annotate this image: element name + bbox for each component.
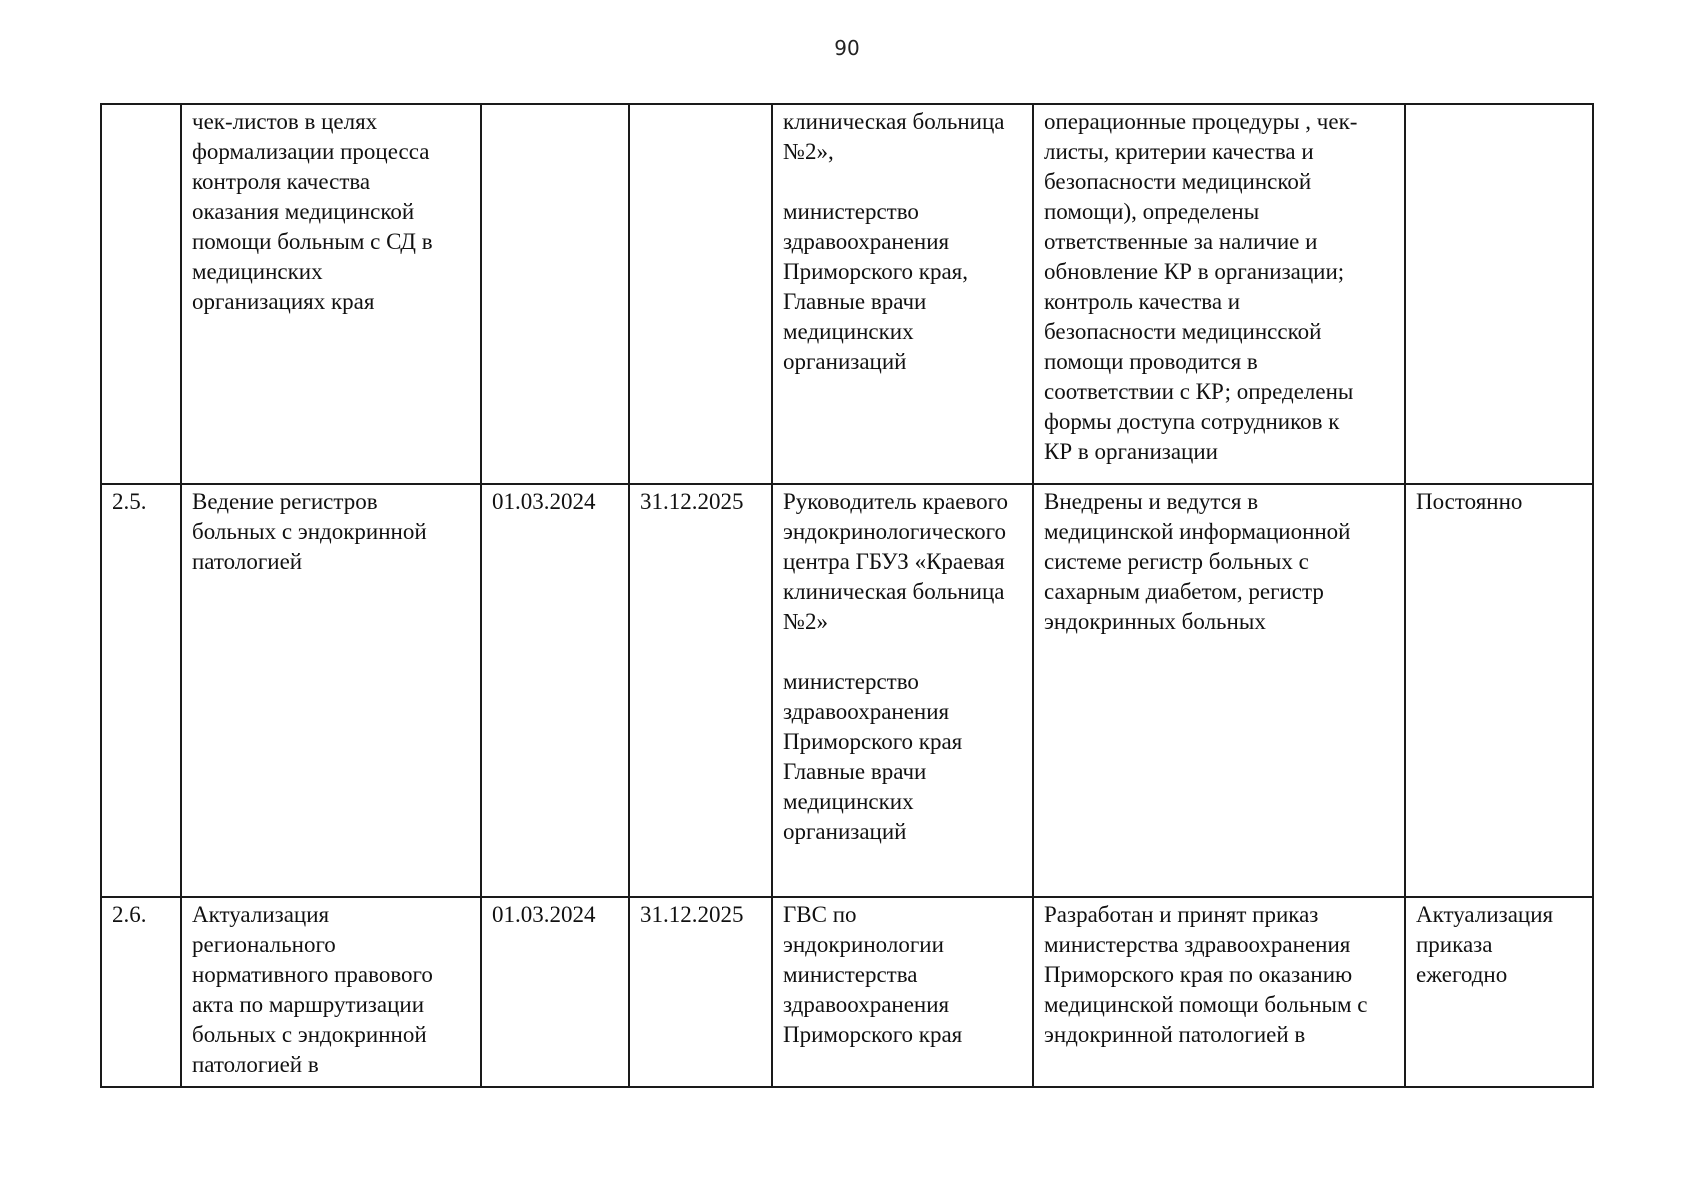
task-cell: Актуализация регионального нормативного правового акта по маршрутизации больных с эндокринной патологией в (181, 897, 481, 1087)
table-row (101, 897, 1593, 1087)
frequency-cell: Актуализация приказа ежегодно (1405, 897, 1593, 1087)
start-date-cell: 01.03.2024 (481, 897, 629, 1087)
result-cell: Разработан и принят приказ министерства здравоохранения Приморского края по оказанию медицинской помощи больным с эндокринной патологией в (1033, 897, 1405, 1087)
page-number: 90 (834, 36, 860, 60)
frequency-cell: Постоянно (1405, 484, 1593, 897)
task-cell: Ведение регистров больных с эндокринной патологией (181, 484, 481, 897)
item-number-cell: 2.6. (101, 897, 181, 1087)
responsible-cell: клиническая больница №2», министерство здравоохранения Приморского края, Главные врачи медицинских организаций (772, 104, 1033, 484)
frequency-cell (1405, 104, 1593, 484)
responsible-cell: ГВС по эндокринологии министерства здравоохранения Приморского края (772, 897, 1033, 1087)
start-date-cell (481, 104, 629, 484)
item-number-cell: 2.5. (101, 484, 181, 897)
responsible-cell: Руководитель краевого эндокринологического центра ГБУЗ «Краевая клиническая больница №2» министерство здравоохранения Приморского края Главные врачи медицинских организаций (772, 484, 1033, 897)
table-row (101, 104, 1593, 484)
item-number-cell (101, 104, 181, 484)
end-date-cell: 31.12.2025 (629, 897, 772, 1087)
start-date-cell: 01.03.2024 (481, 484, 629, 897)
result-cell: операционные процедуры , чек- листы, критерии качества и безопасности медицинской помощи), определены ответственные за наличие и обновление КР в организации; контроль качества и безопасности медицинсской помощи проводится в соответствии с КР; определены формы доступа сотрудников к КР в организации (1033, 104, 1405, 484)
end-date-cell (629, 104, 772, 484)
result-cell: Внедрены и ведутся в медицинской информационной системе регистр больных с сахарным диабетом, регистр эндокринных больных (1033, 484, 1405, 897)
table-row (101, 484, 1593, 897)
task-cell: чек-листов в целях формализации процесса контроля качества оказания медицинской помощи больным с СД в медицинских организациях края (181, 104, 481, 484)
action-plan-table (100, 103, 1594, 1088)
end-date-cell: 31.12.2025 (629, 484, 772, 897)
